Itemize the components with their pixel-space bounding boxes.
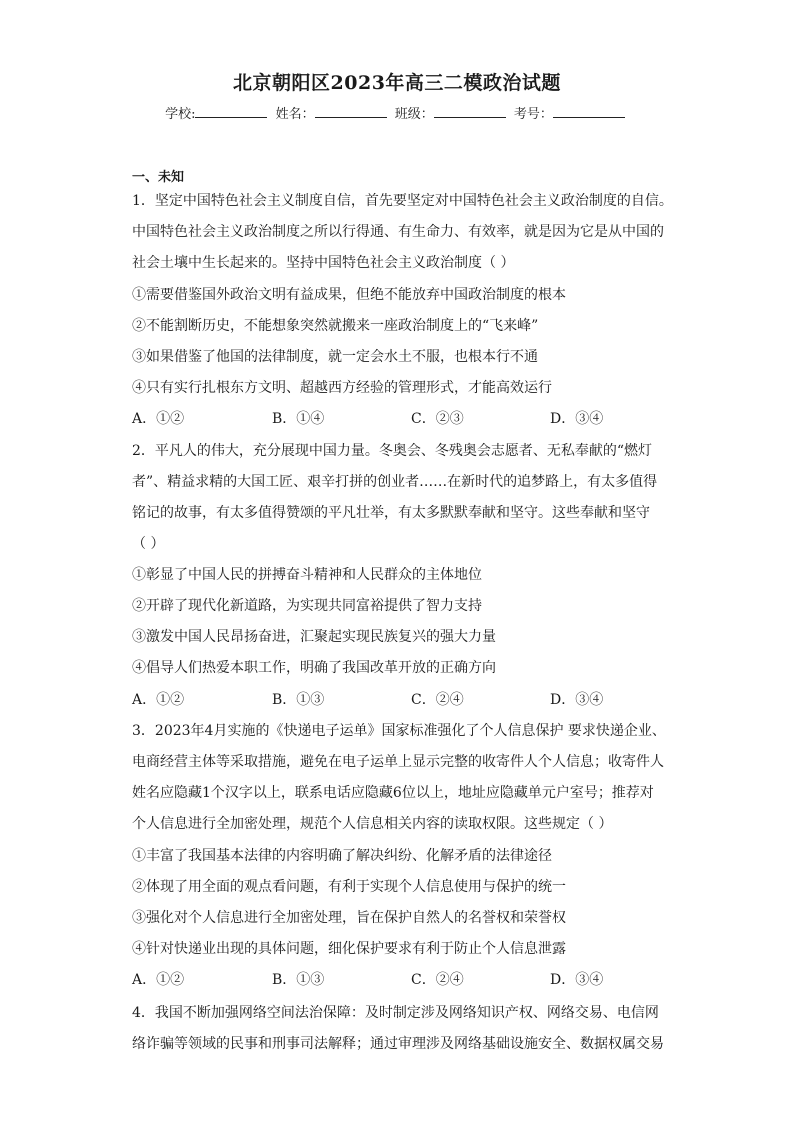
question-2-stem-line: （ ）: [132, 536, 165, 552]
question-1-item: ②不能割断历史，不能想象突然就搬来一座政治制度上的“飞来峰”: [132, 318, 539, 334]
option-c[interactable]: C．②③: [411, 411, 464, 427]
option-a[interactable]: A．①②: [132, 972, 185, 988]
question-2-options: [132, 690, 672, 710]
class-blank[interactable]: [434, 105, 506, 118]
question-2-stem-line: 者”、精益求精的大国工匠、艰辛打拼的创业者……在新时代的追梦路上，有太多值得: [132, 474, 658, 490]
question-1-item: ④只有实行扎根东方文明、超越西方经验的管理形式，才能高效运行: [132, 380, 552, 396]
option-c[interactable]: C．②④: [411, 972, 464, 988]
question-3-options: [132, 970, 672, 990]
option-b[interactable]: B．①④: [272, 411, 325, 427]
option-b[interactable]: B．①③: [272, 692, 325, 708]
school-blank[interactable]: [195, 105, 267, 118]
exam-title: 北京朝阳区2023年高三二模政治试题: [233, 72, 561, 94]
question-3-stem-line: 电商经营主体等采取措施，避免在电子运单上显示完整的收寄件人个人信息；收寄件人: [132, 754, 664, 770]
option-a[interactable]: A．①②: [132, 411, 185, 427]
question-1-stem-line: 中国特色社会主义政治制度之所以行得通、有生命力、有效率，就是因为它是从中国的: [132, 224, 664, 240]
section-heading: 一、未知: [132, 170, 185, 185]
question-1-item: ③如果借鉴了他国的法律制度，就一定会水土不服，也根本行不通: [132, 349, 538, 365]
question-1-item: ①需要借鉴国外政治文明有益成果，但绝不能放弃中国政治制度的根本: [132, 287, 566, 303]
question-2-item: ③激发中国人民昂扬奋进，汇聚起实现民族复兴的强大力量: [132, 629, 496, 645]
number-label: 考号：: [513, 107, 553, 122]
question-3-stem-line: 3．2023年4月实施的《快递电子运单》国家标准强化了个人信息保护 要求快递企业、: [132, 723, 666, 739]
option-a[interactable]: A．①②: [132, 692, 185, 708]
question-3-stem-line: 姓名应隐藏1个汉字以上，联系电话应隐藏6位以上，地址应隐藏单元户室号；推荐对: [132, 785, 654, 801]
question-3-item: ③强化对个人信息进行全加密处理，旨在保护自然人的名誉权和荣誉权: [132, 910, 566, 926]
question-3-item: ④针对快递业出现的具体问题，细化保护要求有利于防止个人信息泄露: [132, 941, 566, 957]
question-3-stem-line: 个人信息进行全加密处理，规范个人信息相关内容的读取权限。这些规定（ ）: [132, 816, 613, 832]
school-label: 学校:: [165, 107, 196, 122]
question-4-stem-line: 络诈骗等领域的民事和刑事司法解释；通过审理涉及网络基础设施安全、数据权属交易: [132, 1036, 664, 1052]
question-1-options: [132, 409, 672, 429]
question-2-item: ①彰显了中国人民的拼搏奋斗精神和人民群众的主体地位: [132, 567, 482, 583]
option-d[interactable]: D．③④: [550, 411, 604, 427]
question-4-stem-line: 4．我国不断加强网络空间法治保障：及时制定涉及网络知识产权、网络交易、电信网: [132, 1005, 659, 1021]
question-2-stem-line: 铭记的故事，有太多值得赞颂的平凡壮举，有太多默默奉献和坚守。这些奉献和坚守: [132, 505, 650, 521]
option-c[interactable]: C．②④: [411, 692, 464, 708]
question-2-item: ④倡导人们热爱本职工作，明确了我国改革开放的正确方向: [132, 660, 496, 676]
option-d[interactable]: D．③④: [550, 972, 604, 988]
question-2-stem-line: 2．平凡人的伟大，充分展现中国力量。冬奥会、冬残奥会志愿者、无私奉献的“燃灯: [132, 443, 653, 459]
class-label: 班级：: [394, 107, 434, 122]
student-info-row: [0, 103, 794, 122]
number-blank[interactable]: [553, 105, 625, 118]
question-2-item: ②开辟了现代化新道路，为实现共同富裕提供了智力支持: [132, 598, 482, 614]
question-1-stem-line: 1．坚定中国特色社会主义制度自信，首先要坚定对中国特色社会主义政治制度的自信。: [132, 193, 673, 209]
question-3-item: ②体现了用全面的观点看问题，有利于实现个人信息使用与保护的统一: [132, 879, 566, 895]
name-blank[interactable]: [315, 105, 387, 118]
option-b[interactable]: B．①③: [272, 972, 325, 988]
question-1-stem-line: 社会土壤中生长起来的。坚持中国特色社会主义政治制度（ ）: [132, 255, 515, 271]
name-label: 姓名：: [275, 107, 315, 122]
question-3-item: ①丰富了我国基本法律的内容明确了解决纠纷、化解矛盾的法律途径: [132, 848, 552, 864]
option-d[interactable]: D．③④: [550, 692, 604, 708]
